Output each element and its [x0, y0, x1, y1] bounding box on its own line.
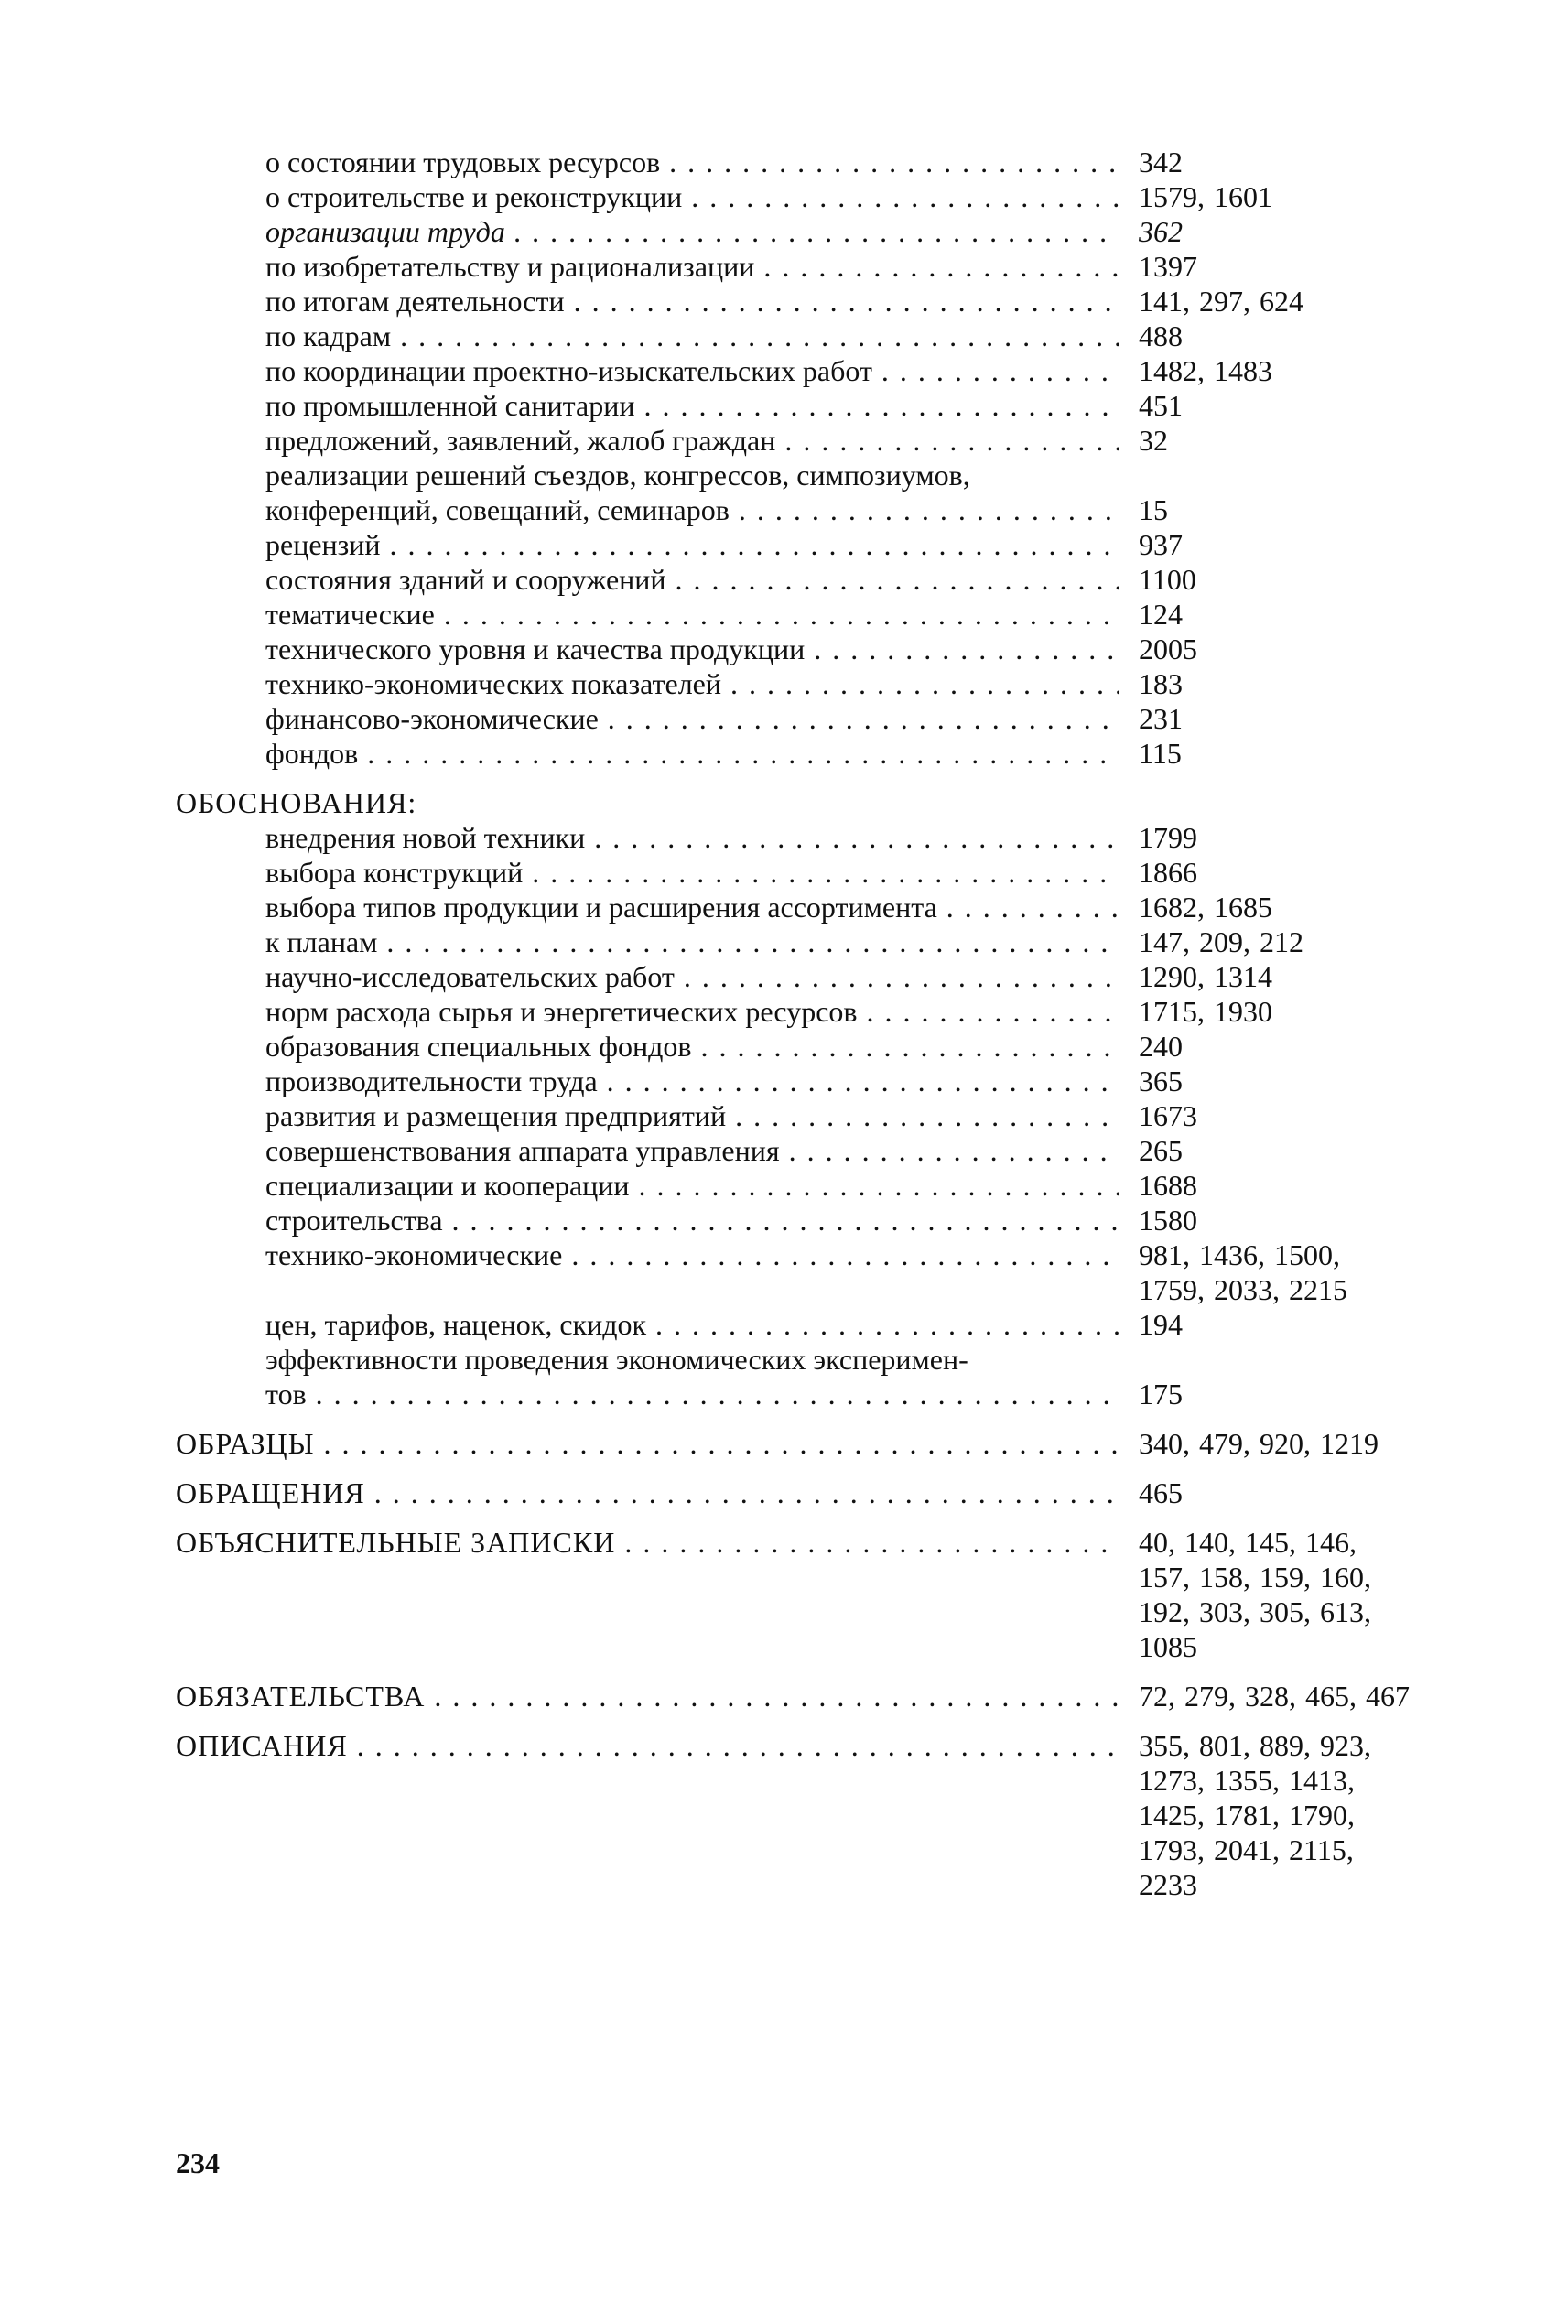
index-pages: 147, 209, 212 — [1139, 925, 1303, 958]
index-entry — [176, 284, 1421, 319]
index-entry — [176, 319, 1421, 353]
index-term: выбора конструкций . . . — [265, 855, 1119, 890]
index-term: специализации и кооперации . . . — [265, 1168, 1119, 1203]
index-pages: 72, 279, 328, 465, 467 — [1139, 1680, 1410, 1713]
index-pages: 937 — [1139, 528, 1183, 561]
index-term: цен, тарифов, наценок, скидок . . . — [265, 1307, 1119, 1342]
index-term-line: эффективности проведения экономических эксперимен- — [265, 1343, 968, 1376]
index-term: внедрения новой техники . . . — [265, 820, 1119, 855]
index-term: совершенствования аппарата управления . . . — [265, 1133, 1119, 1168]
index-pages: 1688 — [1139, 1169, 1197, 1202]
index-entry — [176, 1064, 1421, 1098]
index-main-term: ОБРАЩЕНИЯ . . . — [176, 1475, 1119, 1510]
index-term: норм расхода сырья и энергетических ресурсов . . . — [265, 994, 1119, 1029]
index-entry — [176, 736, 1421, 771]
index-entry — [176, 1133, 1421, 1168]
index-pages: 1579, 1601 — [1139, 180, 1272, 213]
index-main-term: ОПИСАНИЯ . . . — [176, 1728, 1119, 1763]
index-term-line: реализации решений съездов, конгрессов, симпозиумов, — [265, 459, 970, 492]
index-pages: 194 — [1139, 1308, 1183, 1341]
index-pages: 183 — [1139, 667, 1183, 700]
index-entry — [176, 1203, 1421, 1238]
index-term: организации труда . . . — [265, 214, 1119, 249]
subject-index — [176, 145, 1421, 1902]
index-term: предложений, заявлений, жалоб граждан . . . — [265, 423, 1119, 458]
index-main-term: ОБЪЯСНИТЕЛЬНЫЕ ЗАПИСКИ . . . — [176, 1525, 1119, 1560]
index-pages: 488 — [1139, 319, 1183, 352]
index-heading: ОБОСНОВАНИЯ: — [176, 786, 417, 819]
index-entry — [176, 1098, 1421, 1133]
index-pages: 340, 479, 920, 1219 — [1139, 1427, 1379, 1460]
index-entry — [176, 179, 1421, 214]
index-entry — [176, 1029, 1421, 1064]
index-entry — [176, 1307, 1421, 1342]
index-pages: 1866 — [1139, 856, 1197, 889]
index-pages: 1673 — [1139, 1099, 1197, 1132]
index-pages: 1682, 1685 — [1139, 891, 1272, 924]
index-entry — [176, 924, 1421, 959]
index-term: конференций, совещаний, семинаров . . . — [265, 492, 1119, 527]
index-term: к планам . . . — [265, 924, 1119, 959]
index-entry — [176, 145, 1421, 179]
index-term: о состоянии трудовых ресурсов . . . — [265, 145, 1119, 179]
index-main-term: ОБЯЗАТЕЛЬСТВА . . . — [176, 1679, 1119, 1713]
index-entry — [176, 214, 1421, 249]
index-pages: 124 — [1139, 598, 1183, 631]
index-entry — [176, 959, 1421, 994]
index-pages: 175 — [1139, 1378, 1183, 1411]
index-entry — [176, 701, 1421, 736]
index-entry — [176, 1238, 1421, 1307]
index-main-entry — [176, 1728, 1421, 1902]
index-entry — [176, 890, 1421, 924]
index-term: состояния зданий и сооружений . . . — [265, 562, 1119, 597]
index-term: по итогам деятельности . . . — [265, 284, 1119, 319]
index-term: развития и размещения предприятий . . . — [265, 1098, 1119, 1133]
index-pages: 1482, 1483 — [1139, 354, 1272, 387]
index-main-entry — [176, 1475, 1421, 1510]
index-term: о строительстве и реконструкции . . . — [265, 179, 1119, 214]
index-pages: 1397 — [1139, 250, 1197, 283]
index-main-entry — [176, 1679, 1421, 1713]
index-pages: 231 — [1139, 702, 1183, 735]
index-term: образования специальных фондов . . . — [265, 1029, 1119, 1064]
index-term: по изобретательству и рационализации . . . — [265, 249, 1119, 284]
index-pages: 365 — [1139, 1065, 1183, 1097]
page-number: 234 — [176, 2146, 220, 2179]
index-pages: 342 — [1139, 146, 1183, 178]
index-term: выбора типов продукции и расширения ассортимента . . . — [265, 890, 1119, 924]
index-term: фондов . . . — [265, 736, 1119, 771]
index-term: тов . . . — [265, 1377, 1119, 1411]
index-entry — [176, 1168, 1421, 1203]
index-entry — [176, 820, 1421, 855]
index-entry — [176, 666, 1421, 701]
index-entry — [176, 353, 1421, 388]
index-entry-continued-line — [176, 458, 1421, 492]
index-entry — [176, 994, 1421, 1029]
index-pages: 1100 — [1139, 563, 1196, 596]
index-pages: 15 — [1139, 493, 1168, 526]
index-pages: 32 — [1139, 424, 1168, 457]
index-pages: 1290, 1314 — [1139, 960, 1272, 993]
index-entry — [176, 855, 1421, 890]
index-pages: 2005 — [1139, 632, 1197, 665]
index-term: технико-экономические . . . — [265, 1238, 1119, 1272]
index-entry — [176, 388, 1421, 423]
index-pages: 355, 801, 889, 923, 1273, 1355, 1413, 1425, 1781, 1790, 1793, 2041, 2115, 2233 — [1139, 1729, 1371, 1901]
index-pages: 141, 297, 624 — [1139, 285, 1303, 318]
index-main-entry — [176, 1426, 1421, 1461]
index-main-entry — [176, 1525, 1421, 1664]
index-entry-continued-line — [176, 1342, 1421, 1377]
index-term: технико-экономических показателей . . . — [265, 666, 1119, 701]
index-entry — [176, 632, 1421, 666]
index-main-term: ОБРАЗЦЫ . . . — [176, 1426, 1119, 1461]
index-term: производительности труда . . . — [265, 1064, 1119, 1098]
index-term: по координации проектно-изыскательских работ . . . — [265, 353, 1119, 388]
index-term: по кадрам . . . — [265, 319, 1119, 353]
index-pages: 1715, 1930 — [1139, 995, 1272, 1028]
index-pages: 40, 140, 145, 146, 157, 158, 159, 160, 192, 303, 305, 613, 1085 — [1139, 1526, 1371, 1663]
index-term: научно-исследовательских работ . . . — [265, 959, 1119, 994]
index-term: строительства . . . — [265, 1203, 1119, 1238]
index-term: рецензий . . . — [265, 527, 1119, 562]
index-pages: 115 — [1139, 737, 1182, 770]
index-term: технического уровня и качества продукции . . . — [265, 632, 1119, 666]
index-heading-row — [176, 785, 1421, 820]
index-term: по промышленной санитарии . . . — [265, 388, 1119, 423]
index-pages: 465 — [1139, 1476, 1183, 1509]
index-term: тематические . . . — [265, 597, 1119, 632]
index-term: финансово-экономические . . . — [265, 701, 1119, 736]
index-pages: 1799 — [1139, 821, 1197, 854]
index-pages: 362 — [1139, 215, 1183, 248]
index-entry — [176, 249, 1421, 284]
index-pages: 451 — [1139, 389, 1183, 422]
index-entry — [176, 423, 1421, 458]
index-entry — [176, 527, 1421, 562]
index-entry — [176, 562, 1421, 597]
index-pages: 265 — [1139, 1134, 1183, 1167]
index-entry — [176, 597, 1421, 632]
index-pages: 240 — [1139, 1030, 1183, 1063]
index-pages: 1580 — [1139, 1204, 1197, 1237]
index-entry — [176, 1377, 1421, 1411]
index-entry — [176, 492, 1421, 527]
index-pages: 981, 1436, 1500, 1759, 2033, 2215 — [1139, 1238, 1347, 1306]
